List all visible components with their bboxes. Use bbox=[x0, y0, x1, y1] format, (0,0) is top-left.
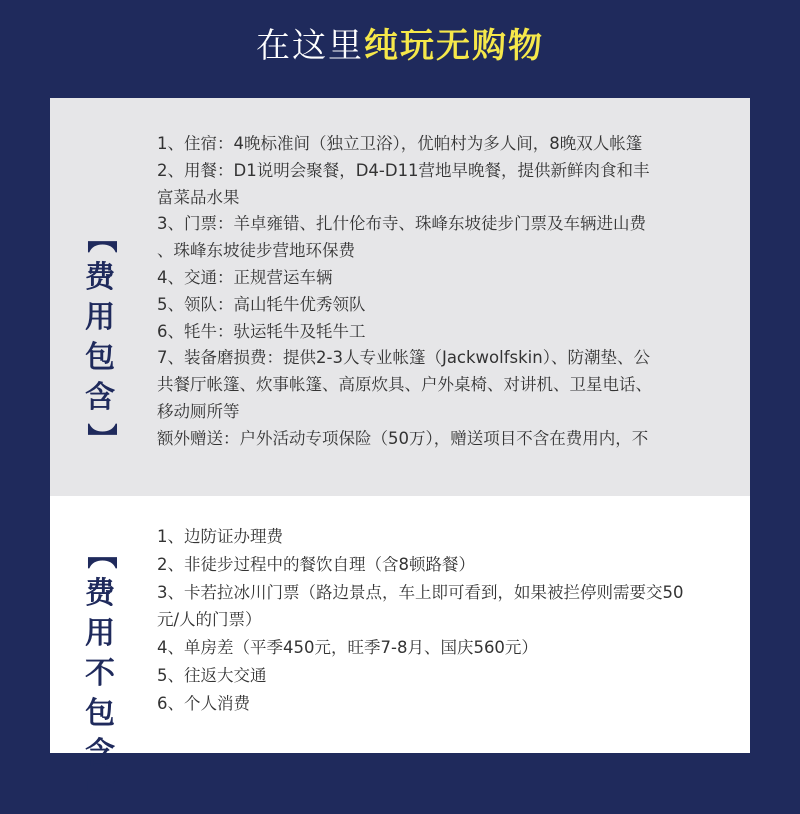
list-item: 、珠峰东坡徒步营地环保费 bbox=[157, 241, 355, 261]
list-item: 共餐厅帐篷、炊事帐篷、高原炊具、户外桌椅、对讲机、卫星电话、 bbox=[157, 375, 652, 395]
list-item: 7、装备磨损费：提供2-3人专业帐篷（Jackwolfskin）、防潮垫、公 bbox=[157, 348, 650, 368]
list-item: 4、交通：正规营运车辆 bbox=[157, 267, 333, 287]
label-char: 包 bbox=[85, 696, 115, 731]
list-item: 1、住宿：4晚标准间（独立卫浴），优帕村为多人间，8晚双人帐篷 bbox=[157, 134, 643, 153]
label-bracket-open: 【 bbox=[83, 539, 118, 569]
page-title bbox=[0, 18, 800, 74]
label-char: 含 bbox=[85, 736, 115, 771]
title-highlight: 纯玩无购物 bbox=[364, 26, 544, 66]
label-bracket-open: 【 bbox=[83, 223, 118, 253]
list-item: 5、领队：高山牦牛优秀领队 bbox=[157, 294, 366, 314]
label-char: 不 bbox=[85, 656, 115, 691]
label-char: 费 bbox=[85, 260, 115, 295]
label-char: 用 bbox=[85, 300, 115, 335]
fee-included-list bbox=[157, 131, 747, 453]
list-item: 富菜品水果 bbox=[157, 187, 240, 207]
fee-included-section bbox=[50, 98, 750, 496]
fee-included-label bbox=[80, 218, 120, 458]
label-char: 费 bbox=[85, 576, 115, 611]
list-item: 3、卡若拉冰川门票（路边景点，车上即可看到，如果被拦停则需要交50 bbox=[157, 582, 684, 602]
list-item: 6、牦牛：驮运牦牛及牦牛工 bbox=[157, 321, 366, 341]
list-item: 额外赠送：户外活动专项保险（50万），赠送项目不含在费用内，不 bbox=[157, 428, 649, 448]
label-char: 用 bbox=[85, 616, 115, 651]
fee-excluded-label bbox=[80, 534, 120, 814]
fee-excluded-list bbox=[157, 523, 747, 718]
title-prefix: 在这里 bbox=[256, 26, 364, 66]
list-item: 元/人的门票） bbox=[157, 610, 262, 630]
list-item: 移动厕所等 bbox=[157, 401, 240, 421]
list-item: 4、单房差（平季450元，旺季7-8月、国庆560元） bbox=[157, 638, 538, 658]
label-char: 包 bbox=[85, 340, 115, 375]
list-item: 3、门票：羊卓雍错、扎什伦布寺、珠峰东坡徒步门票及车辆进山费 bbox=[157, 214, 646, 234]
list-item: 2、用餐：D1说明会聚餐，D4-D11营地早晚餐，提供新鲜肉食和丰 bbox=[157, 160, 650, 180]
list-item: 6、个人消费 bbox=[157, 693, 250, 713]
label-bracket-close: 】 bbox=[83, 423, 118, 453]
fee-card bbox=[50, 98, 750, 809]
label-bracket-close: 】 bbox=[83, 779, 118, 809]
list-item: 2、非徒步过程中的餐饮自理（含8顿路餐） bbox=[157, 554, 475, 574]
list-item: 1、边防证办理费 bbox=[157, 527, 283, 546]
list-item: 5、往返大交通 bbox=[157, 665, 267, 685]
fee-excluded-section bbox=[50, 496, 750, 809]
label-char: 含 bbox=[85, 380, 115, 415]
